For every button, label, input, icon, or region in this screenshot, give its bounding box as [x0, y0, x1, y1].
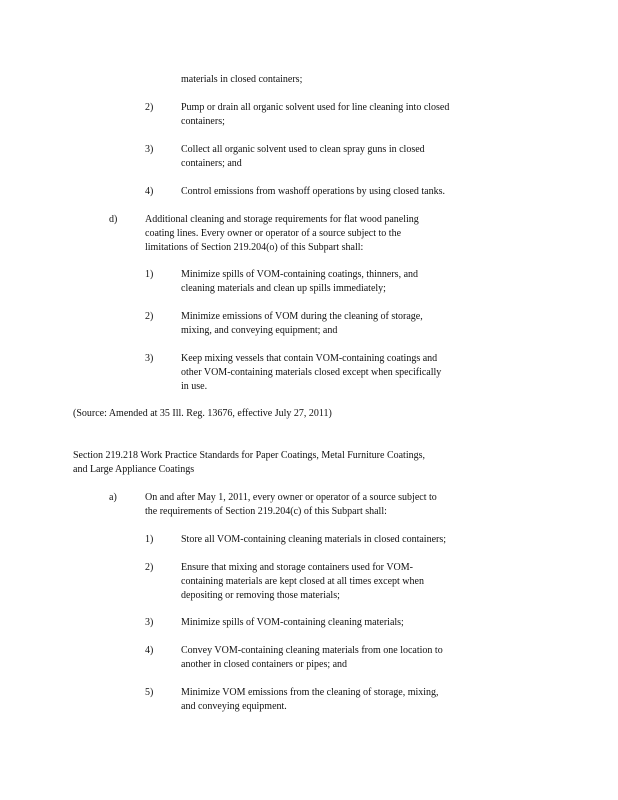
list-item-text: Collect all organic solvent used to clean spray guns in closed	[181, 144, 425, 155]
list-item	[181, 616, 404, 630]
list-item-number: 1)	[145, 534, 154, 545]
list-item-text: Pump or drain all organic solvent used for line cleaning into closed	[181, 102, 450, 113]
list-item-text: cleaning materials and clean up spills immediately;	[181, 283, 386, 294]
subsection-a-text	[145, 491, 437, 519]
list-item-number: 3)	[145, 353, 154, 364]
list-item	[181, 268, 418, 296]
list-item-text: another in closed containers or pipes; and	[181, 659, 348, 670]
subsection-number: a)	[109, 492, 117, 503]
section-heading-text: and Large Appliance Coatings	[73, 464, 195, 475]
list-item-text: Control emissions from washoff operations by using closed tanks.	[181, 186, 445, 197]
list-item-text: containers; and	[181, 158, 242, 169]
subsection-text: Additional cleaning and storage requirements for flat wood paneling	[145, 214, 419, 225]
section-heading-text: Section 219.218 Work Practice Standards for Paper Coatings, Metal Furniture Coatings,	[73, 450, 426, 461]
list-item	[181, 101, 449, 129]
subsection-number: d)	[109, 214, 118, 225]
list-item-text: materials in closed containers;	[181, 74, 303, 85]
list-item-number: 2)	[145, 562, 154, 573]
list-item-number: 2)	[145, 102, 154, 113]
list-item-text: mixing, and conveying equipment; and	[181, 325, 338, 336]
subsection-d-text	[145, 213, 419, 255]
subsection-text: the requirements of Section 219.204(c) of this Subpart shall:	[145, 506, 387, 517]
list-item-text: in use.	[181, 381, 208, 392]
list-item-number: 5)	[145, 687, 154, 698]
list-item-text: containing materials are kept closed at all times except when	[181, 576, 424, 587]
section-heading	[73, 449, 425, 477]
list-item	[181, 352, 441, 394]
list-item-number: 3)	[145, 617, 154, 628]
list-item	[181, 561, 424, 603]
source-note: (Source: Amended at 35 Ill. Reg. 13676, effective July 27, 2011)	[73, 408, 332, 419]
list-item-1-continuation	[181, 73, 302, 87]
list-item-text: containers;	[181, 116, 225, 127]
list-item-text: Minimize VOM emissions from the cleaning of storage, mixing,	[181, 687, 439, 698]
list-item-text: and conveying equipment.	[181, 701, 287, 712]
subsection-text: coating lines. Every owner or operator of a source subject to the	[145, 228, 402, 239]
list-item	[181, 185, 445, 199]
subsection-text: On and after May 1, 2011, every owner or operator of a source subject to	[145, 492, 437, 503]
list-item-number: 3)	[145, 144, 154, 155]
list-item	[181, 143, 425, 171]
list-item-text: Convey VOM-containing cleaning materials from one location to	[181, 645, 443, 656]
list-item-text: other VOM-containing materials closed except when specifically	[181, 367, 442, 378]
list-item-text: Minimize spills of VOM-containing cleaning materials;	[181, 617, 404, 628]
list-item	[181, 533, 446, 547]
list-item-text: Keep mixing vessels that contain VOM-containing coatings and	[181, 353, 438, 364]
list-item-number: 1)	[145, 269, 154, 280]
list-item-number: 2)	[145, 311, 154, 322]
list-item	[181, 310, 423, 338]
list-item-text: Minimize emissions of VOM during the cleaning of storage,	[181, 311, 423, 322]
list-item-text: Minimize spills of VOM-containing coatings, thinners, and	[181, 269, 419, 280]
list-item-number: 4)	[145, 186, 154, 197]
list-item-text: Ensure that mixing and storage containers used for VOM-	[181, 562, 413, 573]
subsection-text: limitations of Section 219.204(o) of this Subpart shall:	[145, 242, 364, 253]
list-item-text: Store all VOM-containing cleaning materials in closed containers;	[181, 534, 447, 545]
list-item-text: depositing or removing those materials;	[181, 590, 340, 601]
list-item	[181, 686, 439, 714]
list-item	[181, 644, 443, 672]
list-item-number: 4)	[145, 645, 154, 656]
